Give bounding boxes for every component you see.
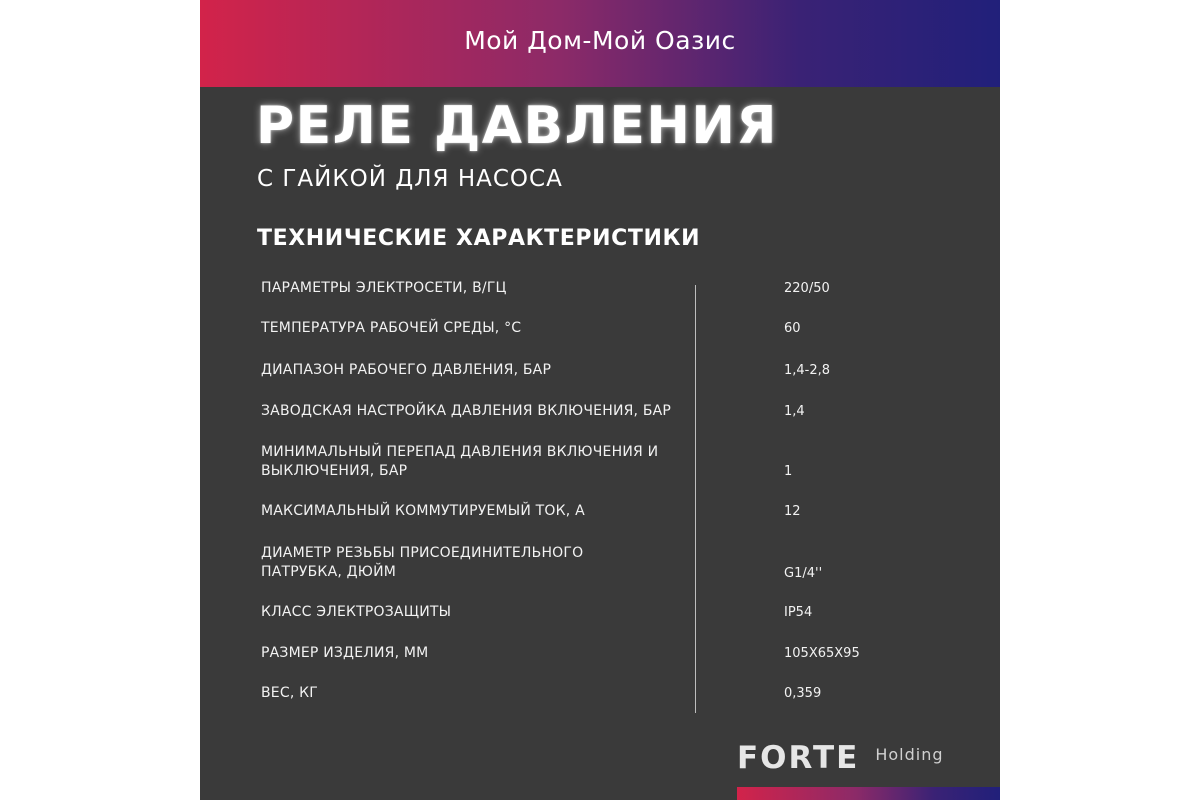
spec-label: ДИАПАЗОН РАБОЧЕГО ДАВЛЕНИЯ, БАР	[261, 362, 552, 378]
spec-value: IP54	[784, 605, 813, 620]
spec-label: МАКСИМАЛЬНЫЙ КОММУТИРУЕМЫЙ ТОК, А	[261, 503, 585, 519]
spec-label: ВЕС, КГ	[261, 685, 319, 701]
spec-label: РАЗМЕР ИЗДЕЛИЯ, ММ	[261, 645, 429, 661]
spec-value: 220/50	[784, 281, 830, 296]
product-subtitle: С ГАЙКОЙ ДЛЯ НАСОСА	[257, 166, 563, 192]
spec-label: ЗАВОДСКАЯ НАСТРОЙКА ДАВЛЕНИЯ ВКЛЮЧЕНИЯ, БАР	[261, 403, 672, 419]
logo-main-text: FORTE	[737, 740, 860, 776]
product-spec-card	[200, 0, 1000, 800]
spec-column-divider	[695, 285, 696, 713]
footer-gradient-bar	[737, 787, 1000, 800]
spec-label: ТЕМПЕРАТУРА РАБОЧЕЙ СРЕДЫ, °С	[261, 320, 522, 336]
spec-value: 0,359	[784, 686, 822, 701]
spec-value: 12	[784, 504, 801, 519]
spec-label: МИНИМАЛЬНЫЙ ПЕРЕПАД ДАВЛЕНИЯ ВКЛЮЧЕНИЯ И ВЫКЛЮЧЕНИЯ, БАР	[261, 444, 659, 479]
header-banner	[200, 0, 1000, 87]
logo-sub-text: Holding	[875, 745, 944, 764]
spec-value: 60	[784, 321, 801, 336]
spec-label: ПАРАМЕТРЫ ЭЛЕКТРОСЕТИ, В/ГЦ	[261, 280, 507, 296]
product-title: РЕЛЕ ДАВЛЕНИЯ	[256, 96, 778, 156]
spec-value: G1/4''	[784, 566, 823, 581]
spec-value: 1	[784, 464, 793, 479]
brand-title: Мой Дом-Мой Оазис	[464, 26, 736, 55]
forte-holding-logo	[737, 740, 944, 776]
spec-label: ДИАМЕТР РЕЗЬБЫ ПРИСОЕДИНИТЕЛЬНОГО ПАТРУБКА, ДЮЙМ	[261, 545, 584, 580]
specs-section-title: ТЕХНИЧЕСКИЕ ХАРАКТЕРИСТИКИ	[257, 226, 701, 251]
spec-value: 1,4	[784, 404, 805, 419]
spec-value: 105X65X95	[784, 646, 860, 661]
spec-value: 1,4-2,8	[784, 363, 831, 378]
spec-label: КЛАСС ЭЛЕКТРОЗАЩИТЫ	[261, 604, 452, 620]
